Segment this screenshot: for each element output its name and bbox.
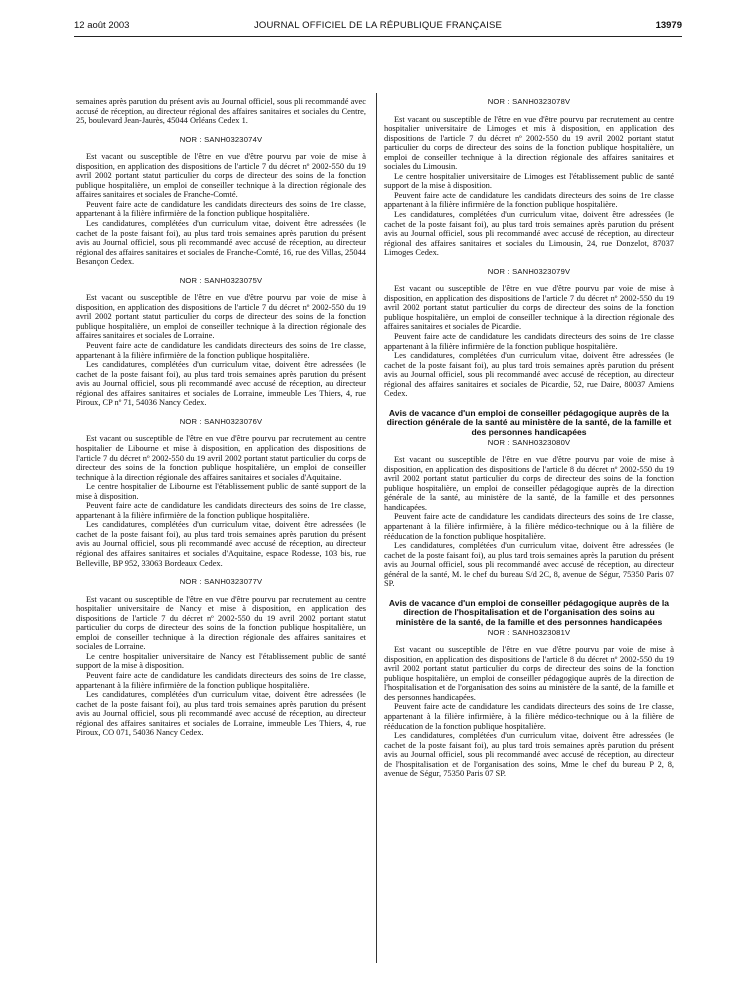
notice-paragraph: Est vacant ou susceptible de l'être en vue d'être pourvu par recrutement au centre hospitalier universitaire de Limoges et mis à disposition, en application des dispositions de l'article 7 du décret nº 2002-550 du 19 avril 2002 portant statut particulier du corps de directeur des soins de la fonction publique hospitalière, un emploi de conseiller technique à la direction régionale des affaires sanitaires et sociales du Limousin. — [384, 114, 674, 172]
notice-paragraph: Peuvent faire acte de candidature les candidats directeurs des soins de 1re classe appartenant à la filière infirmière de la fonction publique hospitalière. — [384, 190, 674, 210]
notice-paragraph: Peuvent faire acte de candidature les candidats directeurs des soins de 1re classe, appartenant à la filière infirmière de la fonction publique hospitalière. — [76, 670, 366, 690]
notice-paragraph: Les candidatures, complétées d'un curriculum vitae, doivent être adressées (le cachet de la poste faisant foi), au plus tard trois semaines après parution du présent avis au Journal officiel, sous pli recommandé avec accusé de réception, au directeur régional des affaires sanitaires et sociales d'Aquitaine, espace Rodesse, 103 bis, rue Belleville, BP 952, 33063 Bordeaux Cedex. — [76, 520, 366, 568]
column-divider — [376, 93, 377, 963]
notice-paragraph: Est vacant ou susceptible de l'être en vue d'être pourvu par recrutement au centre hospitalier universitaire de Nancy et mise à disposition, en application des dispositions de l'article 7 du décret nº 2002-550 du 19 avril 2002 portant statut particulier du corps de directeur des soins de la fonction publique hospitalière, un emploi de conseiller technique à la direction régionale des affaires sanitaires et sociales de Lorraine. — [76, 594, 366, 652]
continuation-paragraph: semaines après parution du présent avis au Journal officiel, sous pli recommandé avec accusé de réception, au directeur régional des affaires sanitaires et sociales du Centre, 25, boulevard Jean-Jaurès, 45044 Orléans Cedex 1. — [76, 97, 366, 126]
notice-paragraph: Est vacant ou susceptible de l'être en vue d'être pourvu par voie de mise à disposition, en application des dispositions de l'article 7 du décret nº 2002-550 du 19 avril 2002 portant statut particulier du corps de directeur des soins de la fonction publique hospitalière, un emploi de conseiller technique à la direction régionale des affaires sanitaires et sociales de Franche-Comté. — [76, 152, 366, 200]
notice-paragraph: Est vacant ou susceptible de l'être en vue d'être pourvu par voie de mise à disposition, en application des dispositions de l'article 8 du décret nº 2002-550 du 19 avril 2002 portant statut particulier du corps de directeur des soins de la fonction publique hospitalière, un emploi de conseiller pédagogique auprès de la direction générale de la santé, au ministère de la santé, de la famille et des personnes handicapées. — [384, 455, 674, 512]
notice-paragraph: Est vacant ou susceptible de l'être en vue d'être pourvu par voie de mise à disposition, en application des dispositions de l'article 8 du décret nº 2002-550 du 19 avril 2002 portant statut particulier du corps de directeur des soins de la fonction publique hospitalière, un emploi de conseiller pédagogique auprès de la direction de l'hospitalisation et de l'organisation des soins au ministère de la santé, de la famille et des personnes handicapées. — [384, 645, 674, 702]
notice-paragraph: Les candidatures, complétées d'un curriculum vitae, doivent être adressées (le cachet de la poste faisant foi), au plus tard trois semaines après parution du présent avis au Journal officiel, sous pli recommandé avec accusé de réception, au directeur régional des affaires sanitaires et sociales de Picardie, 52, rue Daire, 80037 Amiens Cedex. — [384, 351, 674, 399]
nor-reference: NOR : SANH0323080V — [487, 437, 571, 447]
notice-paragraph: Les candidatures, complétées d'un curriculum vitae, doivent être adressées (le cachet de la poste faisant foi), au plus tard trois semaines après parution du présent avis au Journal officiel, sous pli recommandé avec accusé de réception, au directeur régional des affaires sanitaires et sociales du Limousin, 24, rue Donzelot, 87037 Limoges Cedex. — [384, 210, 674, 258]
notice-paragraph: Le centre hospitalier de Libourne est l'établissement public de santé support de la mise à disposition. — [76, 482, 366, 501]
notice-paragraph: Est vacant ou susceptible de l'être en vue d'être pourvu par voie de mise à disposition, en application des dispositions de l'article 7 du décret nº 2002-550 du 19 avril 2002 portant statut particulier du corps de directeur des soins de la fonction publique hospitalière, un emploi de conseiller technique à la direction régionale des affaires sanitaires et sociales de Picardie. — [384, 284, 674, 332]
notice-title: Avis de vacance d'un emploi de conseiller pédagogique auprès de la direction générale de la santé au ministère de la santé, de la famille et des personnes handicapées — [386, 407, 672, 438]
nor-reference: NOR : SANH0323075V — [179, 275, 263, 285]
notice-paragraph: Les candidatures, complétées d'un curriculum vitae, doivent être adressées (le cachet de la poste faisant foi), au plus tard trois semaines après parution du présent avis au Journal officiel, sous pli recommandé avec accusé de réception, au directeur de l'hospitalisation et de l'organisation des soins, Mme le chef du bureau P 2, 8, avenue de Ségur, 75350 Paris 07 SP. — [384, 731, 674, 779]
left-column — [76, 97, 366, 738]
notice-paragraph: Les candidatures, complétées d'un curriculum vitae, doivent être adressées (le cachet de la poste faisant foi), au plus tard trois semaines après la parution du présent avis au Journal officiel, sous pli recommandé avec accusé de réception, au directeur général de la santé, M. le chef du bureau S/d 2C, 8, avenue de Ségur, 75350 Paris 07 SP. — [384, 541, 674, 589]
nor-reference: NOR : SANH0323081V — [487, 627, 571, 637]
nor-reference: NOR : SANH0323079V — [487, 266, 571, 276]
notice-paragraph: Est vacant ou susceptible de l'être en vue d'être pourvu par recrutement au centre hospitalier de Libourne et mise à disposition, en application des dispositions de l'article 7 du décret nº 2002-550 du 19 avril 2002 portant statut particulier du corps de directeur des soins de la fonction publique hospitalière, un emploi de conseiller technique à la direction régionale des affaires sanitaires et sociales d'Aquitaine. — [76, 434, 366, 482]
nor-reference: NOR : SANH0323074V — [179, 134, 263, 144]
notice-paragraph: Les candidatures, complétées d'un curriculum vitae, doivent être adressées (le cachet de la poste faisant foi), au plus tard trois semaines après parution du présent avis au Journal officiel, sous pli recommandé avec accusé de réception, au directeur régional des affaires sanitaires et sociales de Lorraine, immeuble Les Thiers, 4, rue Piroux, CP nº 71, 54036 Nancy Cedex. — [76, 360, 366, 408]
notice-paragraph: Peuvent faire acte de candidature les candidats directeurs des soins de 1re classe, appartenant à la filière infirmière de la fonction publique hospitalière. — [76, 341, 366, 360]
notice-paragraph: Les candidatures, complétées d'un curriculum vitae, doivent être adressées (le cachet de la poste faisant foi), au plus tard trois semaines après parution du présent avis au Journal officiel, sous pli recommandé avec accusé de réception, au directeur régional des affaires sanitaires et sociales de Lorraine, immeuble Les Thiers, 4, rue Piroux, CO 071, 54036 Nancy Cedex. — [76, 690, 366, 738]
header-date: 12 août 2003 — [74, 20, 130, 31]
notice-paragraph: Peuvent faire acte de candidature les candidats directeurs des soins de 1re classe, appartenant à la filière infirmière de la fonction publique hospitalière. — [76, 199, 366, 219]
page-header — [74, 20, 682, 34]
nor-reference: NOR : SANH0323078V — [487, 97, 571, 106]
header-journal-title: JOURNAL OFFICIEL DE LA RÉPUBLIQUE FRANÇAISE — [253, 20, 503, 31]
notice-paragraph: Peuvent faire acte de candidature les candidats directeurs des soins de 1re classe, appartenant à la filière infirmière de la fonction publique hospitalière. — [76, 501, 366, 520]
nor-reference: NOR : SANH0323076V — [179, 416, 263, 426]
notice-paragraph: Le centre hospitalier universitaire de Limoges est l'établissement public de santé support de la mise à disposition. — [384, 171, 674, 191]
header-rule — [74, 36, 682, 37]
header-page-number: 13979 — [655, 20, 682, 31]
notice-paragraph: Peuvent faire acte de candidature les candidats directeurs des soins de 1re classe, appartenant à la filière infirmière, à la filière médico-technique ou à la filière de rééducation de la fonction publique hospitalière. — [384, 512, 674, 541]
notice-paragraph: Est vacant ou susceptible de l'être en vue d'être pourvu par voie de mise à disposition, en application des dispositions de l'article 7 du décret nº 2002-550 du 19 avril 2002 portant statut particulier du corps de directeur des soins de la fonction publique hospitalière, un emploi de conseiller technique à la direction régionale des affaires sanitaires et sociales de Lorraine. — [76, 293, 366, 341]
notice-paragraph: Le centre hospitalier universitaire de Nancy est l'établissement public de santé support de la mise à disposition. — [76, 651, 366, 671]
notice-title: Avis de vacance d'un emploi de conseiller pédagogique auprès de la direction de l'hospitalisation et de l'organisation des soins au ministère de la santé, de la famille et des personnes handicapées — [388, 597, 670, 628]
notice-paragraph: Peuvent faire acte de candidature les candidats directeurs des soins de 1re classe appartenant à la filière infirmière de la fonction publique hospitalière. — [384, 332, 674, 351]
notice-paragraph: Les candidatures, complétées d'un curriculum vitae, doivent être adressées (le cachet de la poste faisant foi), au plus tard trois semaines après parution du présent avis au Journal officiel, sous pli recommandé avec accusé de réception, au directeur régional des affaires sanitaires et sociales de Franche-Comté, 16, rue des Villas, 25044 Besançon Cedex. — [76, 219, 366, 267]
right-column — [384, 97, 674, 779]
notice-paragraph: Peuvent faire acte de candidature les candidats directeurs des soins de 1re classe, appartenant à la filière infirmière, à la filière médico-technique ou à la filière de rééducation de la fonction publique hospitalière. — [384, 702, 674, 731]
nor-reference: NOR : SANH0323077V — [179, 577, 263, 587]
